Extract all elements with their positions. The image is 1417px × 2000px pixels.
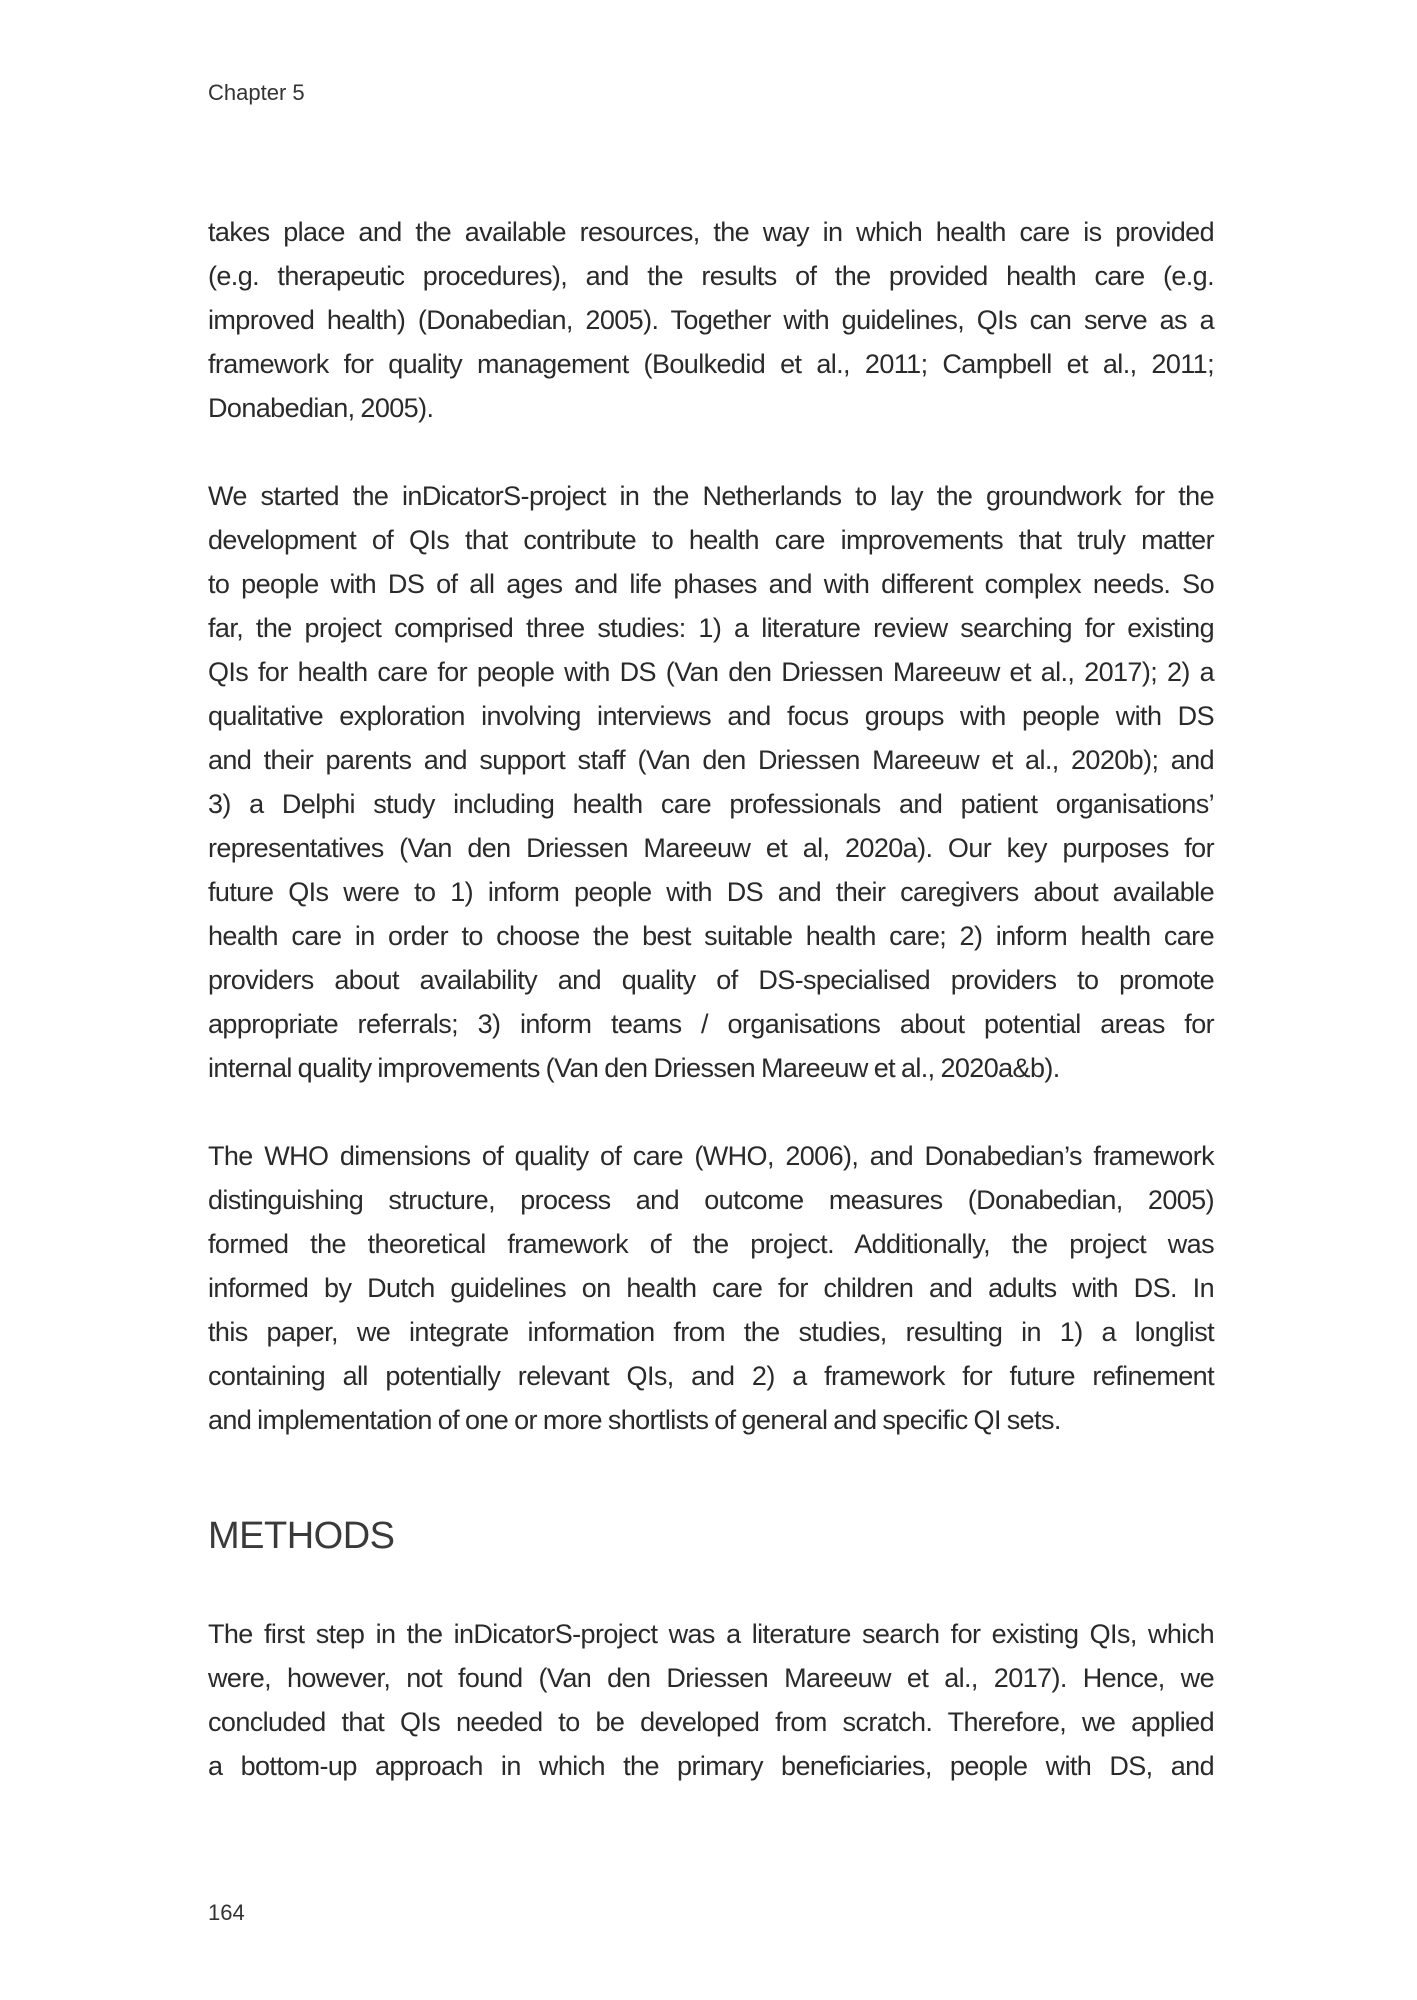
text-line: providers about availability and quality of DS-specialised providers to promote (208, 965, 1214, 995)
text-line: this paper, we integrate information from the studies, resulting in 1) a longlist (208, 1317, 1214, 1347)
paragraph-2 (208, 474, 1214, 1090)
text-line: The WHO dimensions of quality of care (WHO, 2006), and Donabedian’s framework (208, 1141, 1214, 1171)
text-line: were, however, not found (Van den Driessen Mareeuw et al., 2017). Hence, we (208, 1663, 1214, 1693)
text-line: 3) a Delphi study including health care professionals and patient organisations’ (208, 789, 1214, 819)
text-line: containing all potentially relevant QIs, and 2) a framework for future refinement (208, 1361, 1214, 1391)
text-line: a bottom-up approach in which the primary beneficiaries, people with DS, and (208, 1751, 1214, 1781)
text-line: takes place and the available resources, the way in which health care is provided (208, 217, 1214, 247)
page-number: 164 (208, 1900, 245, 1925)
text-line: qualitative exploration involving interviews and focus groups with people with DS (208, 701, 1214, 731)
text-line: concluded that QIs needed to be developed from scratch. Therefore, we applied (208, 1707, 1214, 1737)
text-line: future QIs were to 1) inform people with DS and their caregivers about available (208, 877, 1214, 907)
text-line: distinguishing structure, process and outcome measures (Donabedian, 2005) (208, 1185, 1214, 1215)
text-line: and their parents and support staff (Van den Driessen Mareeuw et al., 2020b); and (208, 745, 1214, 775)
page-body (208, 210, 1214, 1788)
text-line: formed the theoretical framework of the project. Additionally, the project was (208, 1229, 1214, 1259)
text-line: (e.g. therapeutic procedures), and the results of the provided health care (e.g. (208, 261, 1214, 291)
text-line: internal quality improvements (Van den Driessen Mareeuw et al., 2020a&b). (208, 1053, 1060, 1083)
section-heading-methods: METHODS (208, 1515, 395, 1557)
running-header: Chapter 5 (208, 80, 305, 105)
text-line: and implementation of one or more shortlists of general and specific QI sets. (208, 1405, 1061, 1435)
text-line: Donabedian, 2005). (208, 393, 434, 423)
paragraph-3 (208, 1134, 1214, 1442)
text-line: QIs for health care for people with DS (Van den Driessen Mareeuw et al., 2017); 2) a (208, 657, 1214, 687)
text-line: framework for quality management (Boulkedid et al., 2011; Campbell et al., 2011; (208, 349, 1214, 379)
paragraph-1 (208, 210, 1214, 430)
text-line: The first step in the inDicatorS-project was a literature search for existing QIs, which (208, 1619, 1214, 1649)
text-line: to people with DS of all ages and life phases and with different complex needs. So (208, 569, 1214, 599)
text-line: development of QIs that contribute to health care improvements that truly matter (208, 525, 1214, 555)
text-line: far, the project comprised three studies: 1) a literature review searching for existing (208, 613, 1214, 643)
text-line: We started the inDicatorS-project in the Netherlands to lay the groundwork for the (208, 481, 1214, 511)
text-line: appropriate referrals; 3) inform teams / organisations about potential areas for (208, 1009, 1214, 1039)
methods-paragraph (208, 1612, 1214, 1788)
text-line: improved health) (Donabedian, 2005). Together with guidelines, QIs can serve as a (208, 305, 1214, 335)
text-line: informed by Dutch guidelines on health care for children and adults with DS. In (208, 1273, 1214, 1303)
text-line: representatives (Van den Driessen Mareeuw et al, 2020a). Our key purposes for (208, 833, 1214, 863)
text-line: health care in order to choose the best suitable health care; 2) inform health care (208, 921, 1214, 951)
